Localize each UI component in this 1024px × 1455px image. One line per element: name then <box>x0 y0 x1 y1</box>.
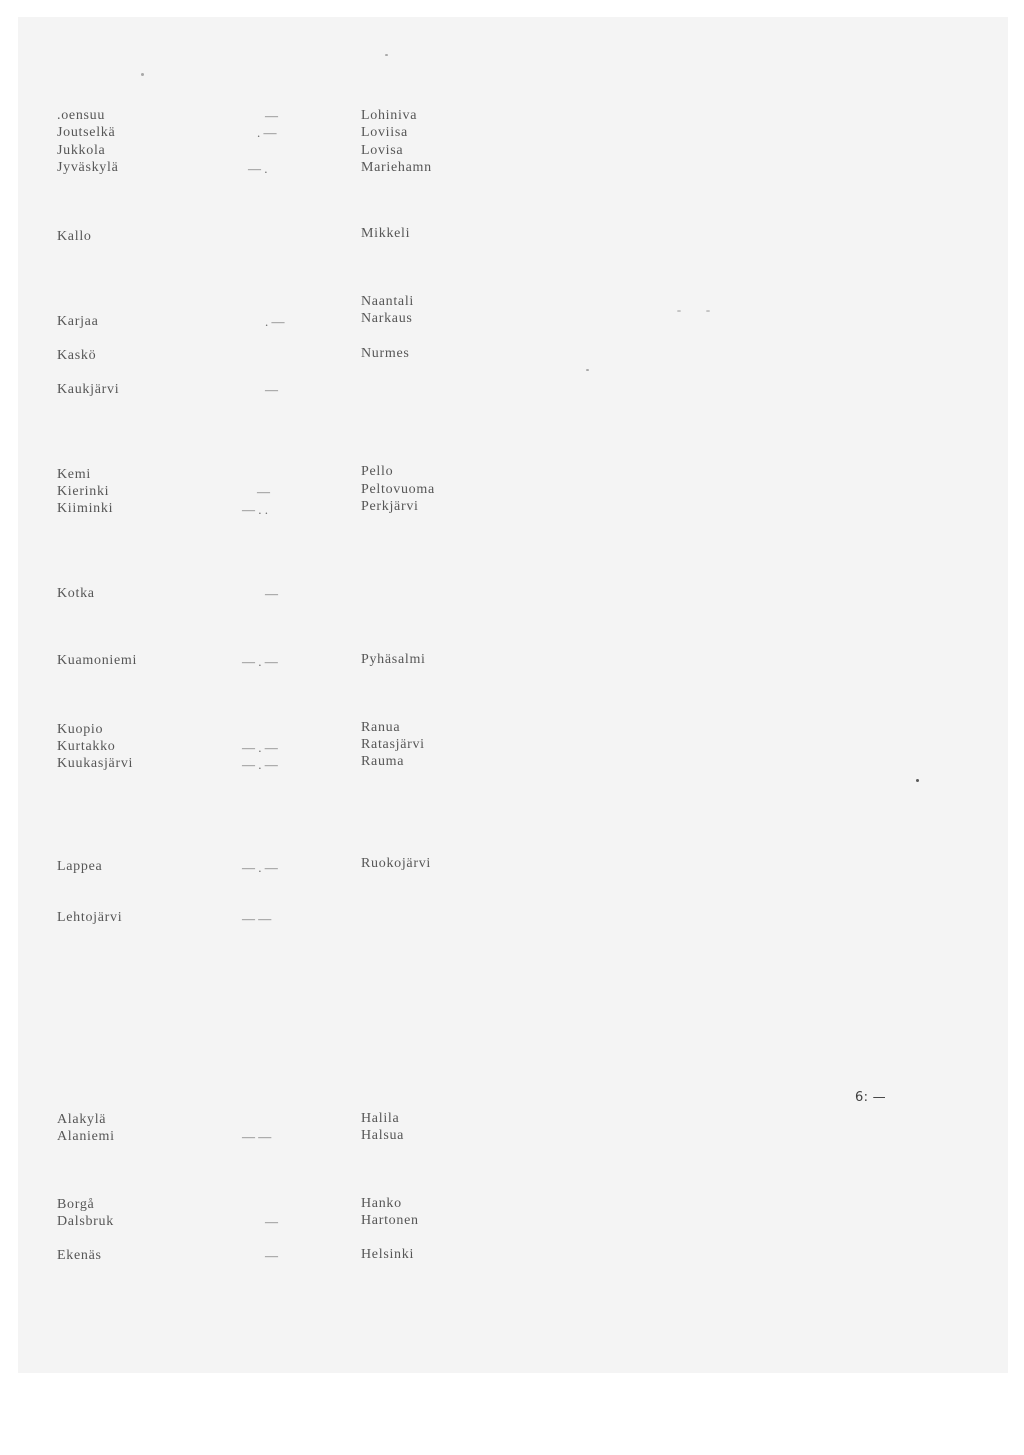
scan-speck <box>706 310 710 312</box>
place-name: Mariehamn <box>361 160 432 175</box>
place-name: Lehtojärvi <box>57 910 123 925</box>
place-name: Jukkola <box>57 143 106 158</box>
place-name: Kierinki <box>57 484 110 499</box>
dash-mark: — <box>265 382 278 397</box>
place-name: Perkjärvi <box>361 499 419 514</box>
place-name: Nurmes <box>361 346 410 361</box>
place-name: Kuopio <box>57 722 104 737</box>
place-name: Karjaa <box>57 314 99 329</box>
dash-mark: — . — <box>242 860 278 875</box>
place-name: Pyhäsalmi <box>361 652 426 667</box>
place-name: Lappea <box>57 859 103 874</box>
place-name: Kuamoniemi <box>57 653 138 668</box>
place-name: Kotka <box>57 586 95 601</box>
place-name: Kaukjärvi <box>57 382 120 397</box>
place-name: Halsua <box>361 1128 405 1143</box>
place-name: Kemi <box>57 467 91 482</box>
dash-mark: — <box>265 1248 278 1263</box>
scanned-page <box>18 17 1008 1373</box>
scan-speck <box>677 310 681 312</box>
place-name: Ranua <box>361 720 401 735</box>
place-name: .oensuu <box>57 108 106 123</box>
place-name: Alakylä <box>57 1112 107 1127</box>
scan-speck <box>141 73 144 76</box>
place-name: Joutselkä <box>57 125 116 140</box>
scan-speck <box>385 54 388 56</box>
place-name: Kiiminki <box>57 501 114 516</box>
dash-mark: — — <box>242 911 272 926</box>
place-name: Jyväskylä <box>57 160 119 175</box>
place-name: Kuukasjärvi <box>57 756 134 771</box>
place-name: Halila <box>361 1111 400 1126</box>
dash-mark: . — <box>257 125 277 140</box>
place-name: Dalsbruk <box>57 1214 114 1229</box>
dash-mark: — . — <box>242 740 278 755</box>
place-name: Ekenäs <box>57 1248 102 1263</box>
dash-mark: — <box>257 484 270 499</box>
place-name: Kurtakko <box>57 739 116 754</box>
place-name: Pello <box>361 464 394 479</box>
dash-mark: . — <box>265 314 285 329</box>
place-name: Borgå <box>57 1197 95 1212</box>
page-marker: 6: — <box>855 1090 886 1105</box>
dash-mark: — . — <box>242 757 278 772</box>
dash-mark: — . . <box>242 502 268 517</box>
dash-mark: — <box>265 108 278 123</box>
place-name: Naantali <box>361 294 415 309</box>
place-name: Loviisa <box>361 125 408 140</box>
place-name: Mikkeli <box>361 226 411 241</box>
place-name: Kallo <box>57 229 92 244</box>
scan-speck <box>586 369 589 371</box>
dash-mark: — . <box>248 161 268 176</box>
place-name: Lovisa <box>361 143 404 158</box>
place-name: Narkaus <box>361 311 413 326</box>
place-name: Hartonen <box>361 1213 419 1228</box>
dash-mark: — <box>265 1214 278 1229</box>
dash-mark: — <box>265 586 278 601</box>
dash-mark: — . — <box>242 654 278 669</box>
place-name: Ratasjärvi <box>361 737 425 752</box>
place-name: Ruokojärvi <box>361 856 431 871</box>
place-name: Lohiniva <box>361 108 418 123</box>
place-name: Peltovuoma <box>361 482 435 497</box>
scan-speck <box>916 779 919 782</box>
place-name: Hanko <box>361 1196 402 1211</box>
place-name: Helsinki <box>361 1247 415 1262</box>
place-name: Alaniemi <box>57 1129 115 1144</box>
place-name: Rauma <box>361 754 405 769</box>
place-name: Kaskö <box>57 348 97 363</box>
dash-mark: — — <box>242 1129 272 1144</box>
